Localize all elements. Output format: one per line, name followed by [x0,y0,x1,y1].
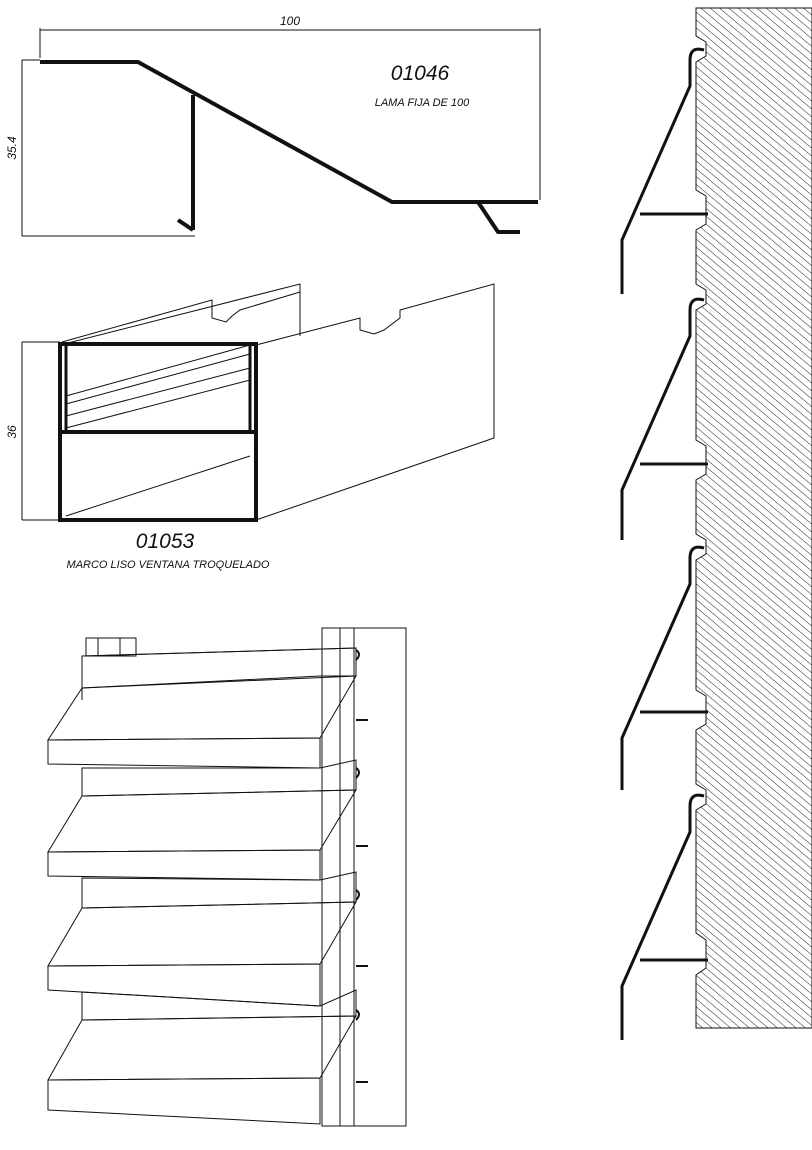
marco-height-dimension [5,342,60,520]
width-dimension-value: 100 [279,14,301,28]
louver-blade [48,872,356,1006]
wall-section-view [622,8,812,1040]
lama-fija-cross-section [40,62,538,232]
height-dimension-value: 35.4 [5,136,19,160]
marco-code: 01053 [135,530,195,553]
lama-fija-code: 01046 [390,62,450,85]
louver-blade [48,648,356,768]
height-dimension [5,60,195,236]
marco-height-value: 36 [5,425,19,439]
marco-isometric-body [60,284,494,520]
louver-assembly-isometric [48,628,406,1126]
marco-front-lips [60,344,256,432]
louver-blade [48,990,356,1124]
marco-name: MARCO LISO VENTANA TROQUELADO [66,559,270,571]
lama-fija-name: LAMA FIJA DE 100 [374,97,470,109]
louver-clips [356,650,368,1082]
hatched-wall [696,8,812,1028]
marco-profile-section [5,284,494,571]
louver-blade [48,760,356,880]
lama-fija-profile-section [5,14,540,236]
side-blades [622,49,708,1040]
